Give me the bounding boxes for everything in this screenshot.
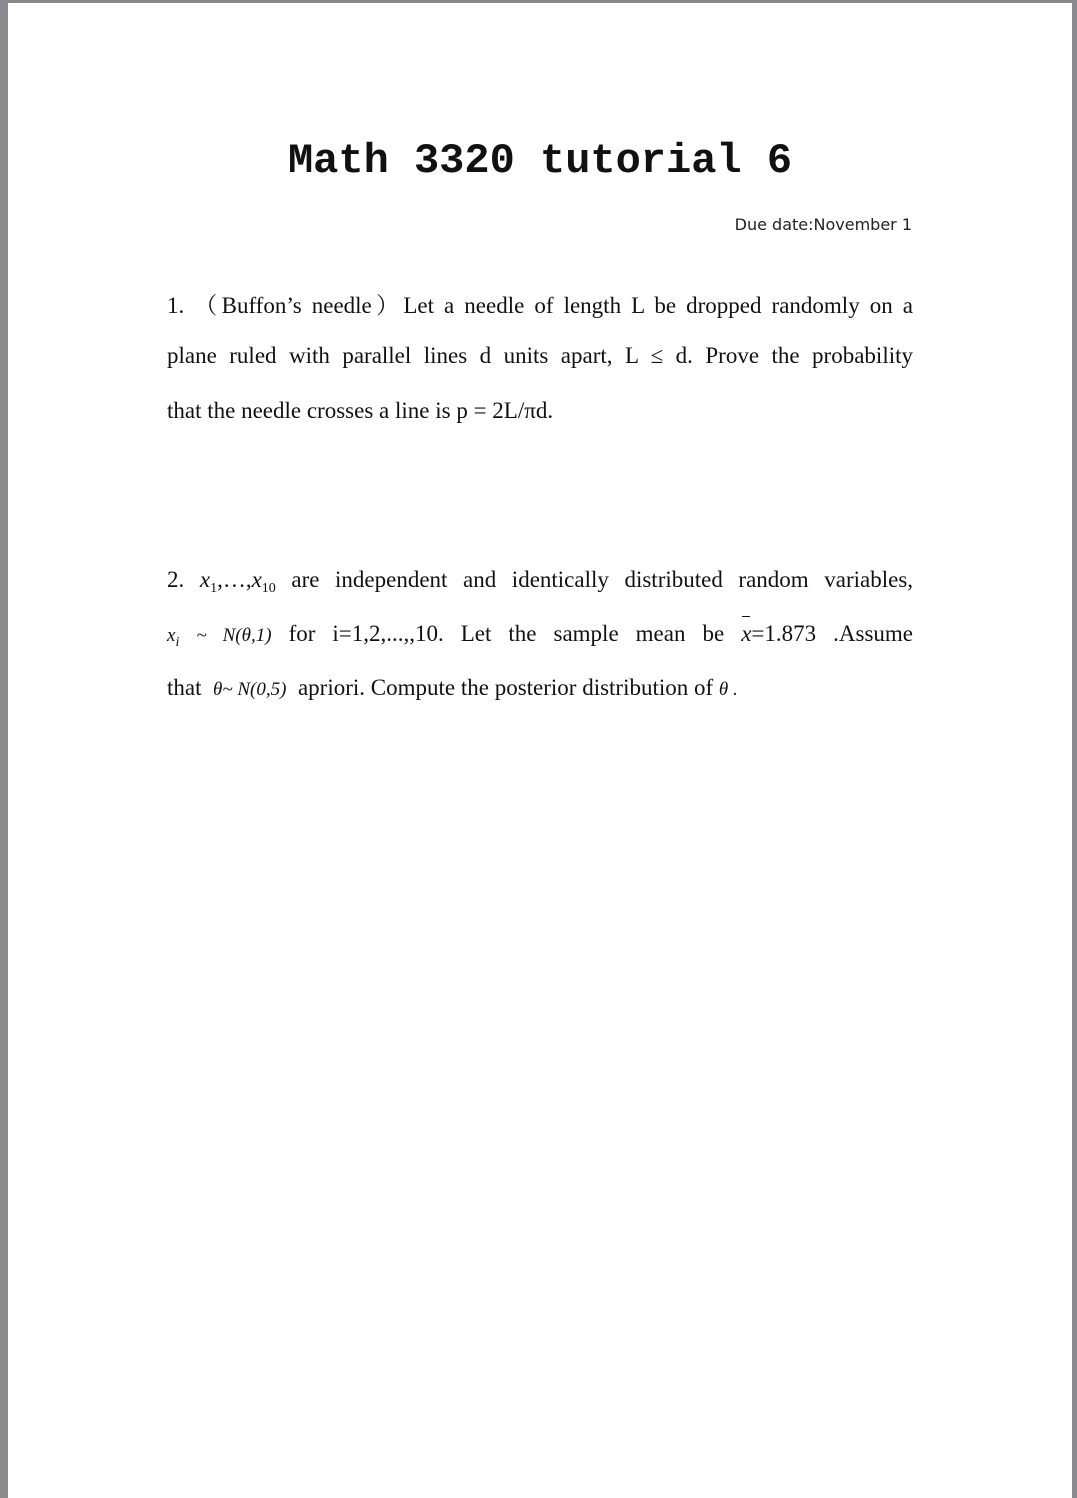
document-page [8, 3, 1072, 1498]
q2-line-1 [167, 567, 913, 597]
subscript-1: 1 [210, 581, 218, 596]
var-xi: x [167, 625, 176, 646]
subscript-i: i [175, 635, 180, 650]
theta-end: θ . [718, 679, 738, 700]
q2-number: 2. [167, 567, 185, 592]
due-date: Due date:November 1 [734, 215, 912, 234]
subscript-10: 10 [261, 581, 276, 596]
page-title: Math 3320 tutorial 6 [287, 137, 793, 185]
distribution-n-theta-1: ~ N(θ,1) [196, 625, 272, 646]
var-x: x [251, 567, 262, 592]
q2-line-3 [167, 675, 913, 701]
sample-mean-value: =1.873 .Assume [751, 621, 914, 646]
q1-line-3: that the needle crosses a line is p = 2L/πd. [167, 398, 554, 423]
that-text: that [167, 675, 202, 700]
theta-symbol: θ [213, 679, 223, 700]
q2-line-3-text: apriori. Compute the posterior distribution of [297, 675, 714, 700]
prior-distribution: ~ N(0,5) [222, 679, 287, 700]
q1-line-1: 1. （Buffon’s needle）Let a needle of length L be dropped randomly on a [167, 293, 913, 318]
q2-line-2 [167, 621, 913, 651]
sample-mean-xbar: x [741, 621, 752, 646]
for-text: for i=1,2,...,,10. Let the sample mean be [288, 621, 725, 646]
q1-line-2: plane ruled with parallel lines d units apart, L ≤ d. Prove the probability [167, 343, 913, 368]
q2-line-1-text: are independent and identically distributed random variables, [291, 567, 914, 592]
ellipsis: ,…, [217, 567, 252, 592]
var-x: x [199, 567, 211, 592]
